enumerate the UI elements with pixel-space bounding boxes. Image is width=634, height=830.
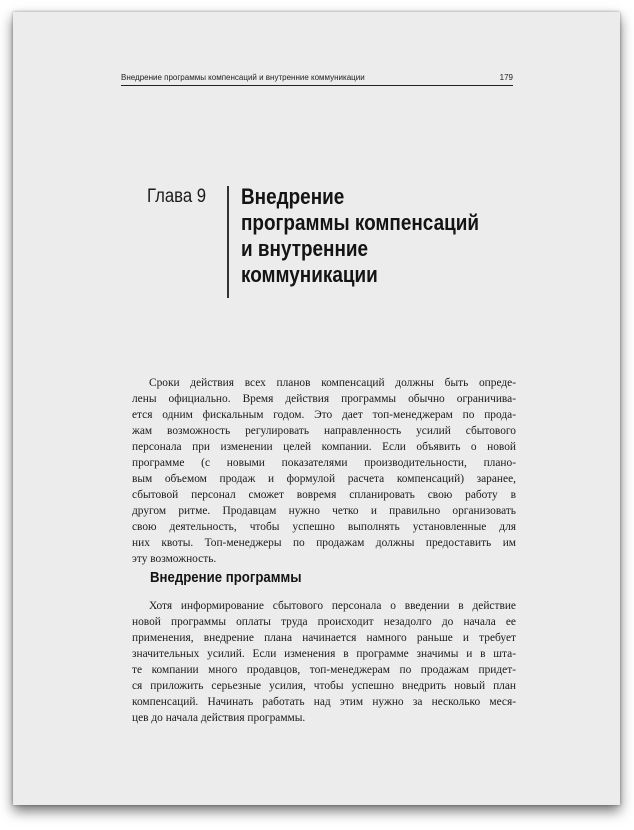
text-line: значительных усилий. Если изменения в программе значимы и в шта- [132, 648, 516, 660]
chapter-title [241, 184, 533, 288]
page-number: 179 [499, 73, 513, 82]
text-line: них квоты. Топ-менеджеры по продажам должны предоставить им [132, 537, 516, 549]
text-line: компенсаций. Начинать работать над этим нужно за несколько меся- [132, 696, 516, 708]
text-line: другом ритме. Продавцам нужно четко и правильно организовать [132, 505, 516, 517]
text-line: сбытовой персонал сможет вовремя спланировать свою работу в [132, 489, 516, 501]
text-line: применения, внедрение плана начинается намного раньше и требует [132, 632, 516, 644]
running-head-rule [121, 85, 513, 86]
chapter-title-line: и внутренние [241, 236, 369, 261]
chapter-divider-bar [227, 186, 229, 298]
body-paragraph-1 [132, 375, 516, 567]
chapter-title-line: программы компенсаций [241, 210, 479, 235]
text-line: те компании много продавцов, топ-менеджерам по продажам придет- [132, 664, 516, 676]
text-line: Хотя информирование сбытового персонала о введении в действие [149, 600, 516, 612]
text-line: свою деятельность, чтобы успешно выполнять установленные для [132, 521, 516, 533]
text-line: лены официально. Время действия программы обычно ограничива- [132, 393, 516, 405]
text-line: вым объемом продаж и формулой расчета компенсаций) заранее, [132, 473, 516, 485]
text-line: новой программы оплаты труда происходит незадолго до начала ее [132, 616, 516, 628]
section-heading: Внедрение программы [150, 569, 302, 586]
text-line: программе (с новыми показателями производительности, плано- [132, 457, 516, 469]
chapter-title-line: коммуникации [241, 262, 378, 287]
text-line: ется одним фискальным годом. Это дает топ-менеджерам по прода- [132, 409, 516, 421]
text-line: эту возможность. [132, 553, 217, 565]
text-line: Сроки действия всех планов компенсаций должны быть опреде- [149, 377, 516, 389]
text-line: персонала при изменении целей компании. Если объявить о новой [132, 441, 516, 453]
text-line: жам возможность регулировать направленность усилий сбытового [132, 425, 516, 437]
running-head-title: Внедрение программы компенсаций и внутренние коммуникации [121, 73, 365, 82]
chapter-label: Глава 9 [147, 186, 207, 207]
chapter-title-line: Внедрение [241, 184, 345, 209]
body-paragraph-2 [132, 598, 516, 726]
text-line: цев до начала действия программы. [132, 712, 306, 724]
text-line: ся приложить серьезные усилия, чтобы успешно внедрить новый план [132, 680, 516, 692]
